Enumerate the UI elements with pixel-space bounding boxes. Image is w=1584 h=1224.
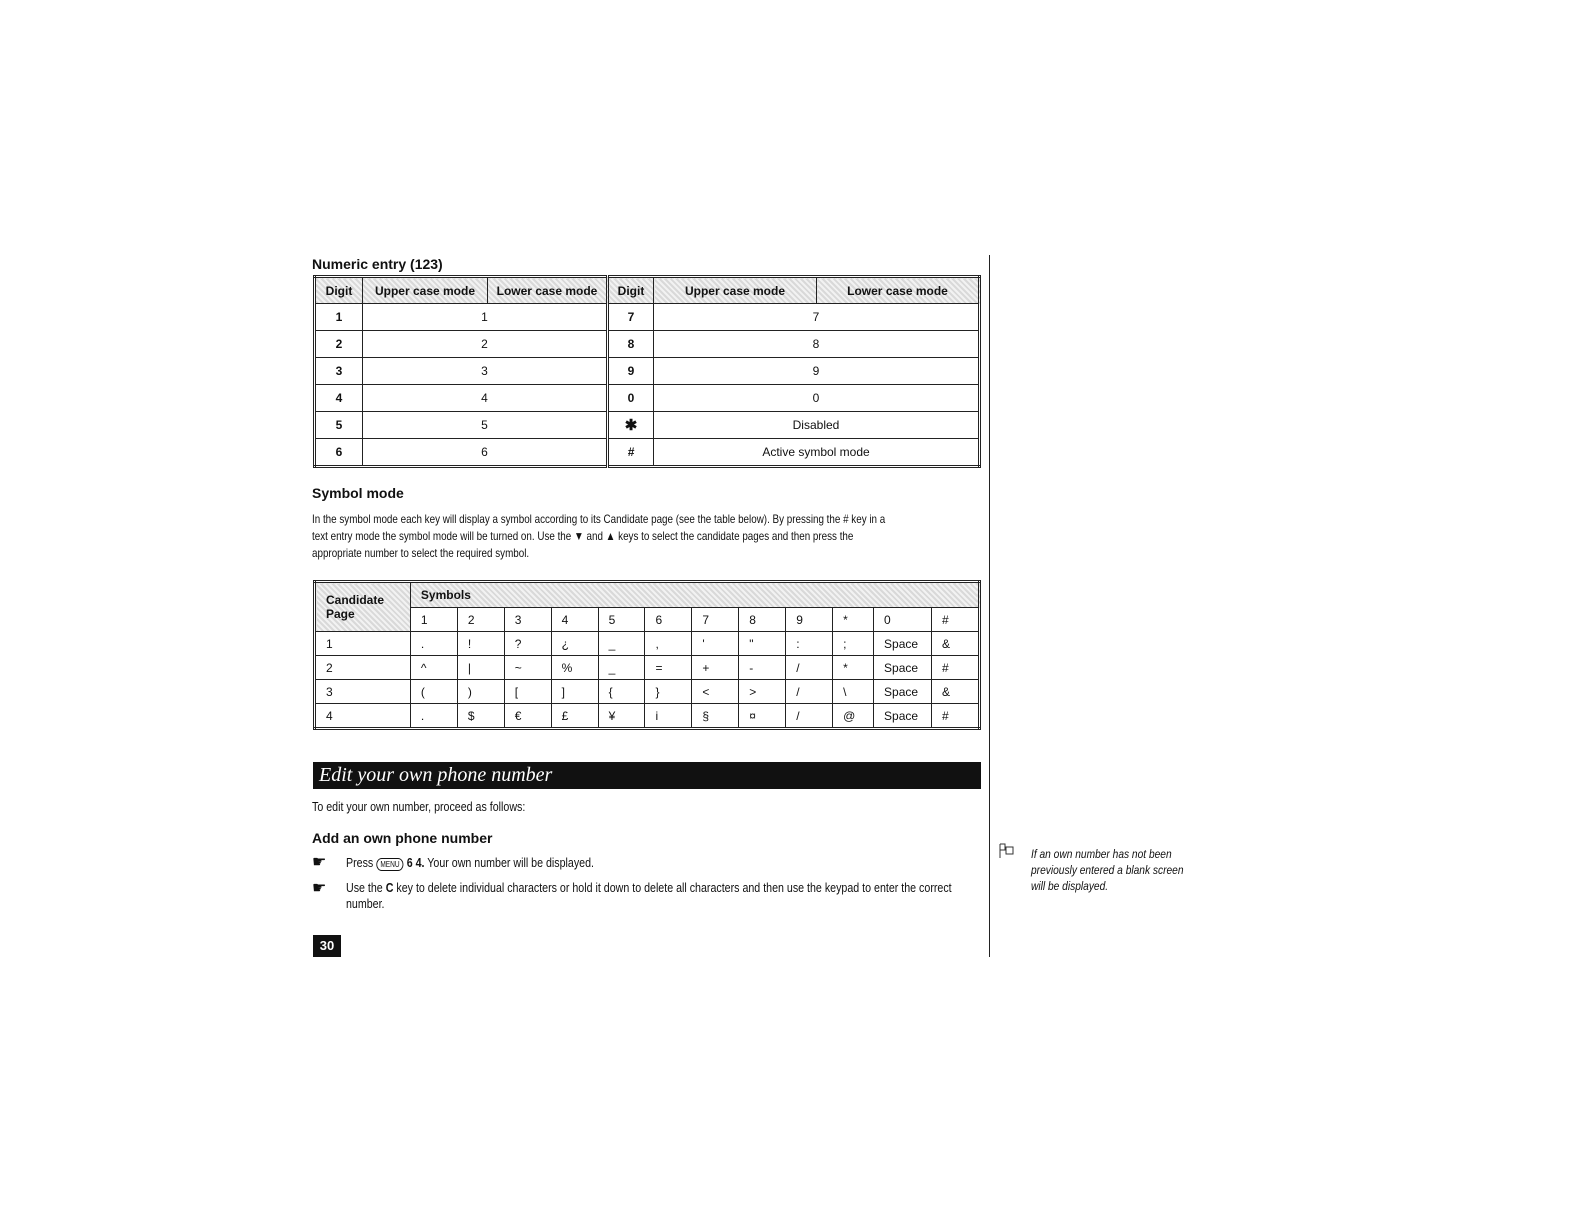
bullet-text: key to delete individual characters or hold it down to delete all characters and then use the keypad to enter the correct bbox=[396, 880, 952, 895]
digit-cell: 6 bbox=[315, 439, 363, 467]
para-text: and bbox=[586, 529, 603, 543]
symbol-mode-paragraph-line3: appropriate number to select the required symbol. bbox=[312, 546, 530, 560]
symbol-cell: / bbox=[786, 656, 833, 680]
key-cell: 7 bbox=[692, 608, 739, 632]
symbol-cell: / bbox=[786, 680, 833, 704]
numeric-entry-title: Numeric entry (123) bbox=[312, 256, 443, 272]
table-row bbox=[315, 331, 980, 358]
value-cell: 3 bbox=[363, 358, 608, 385]
table-row bbox=[315, 680, 980, 704]
symbol-cell: % bbox=[551, 656, 598, 680]
digit-cell: 7 bbox=[608, 304, 654, 331]
header-digit: Digit bbox=[315, 277, 363, 304]
header-lower: Lower case mode bbox=[488, 277, 608, 304]
bullet-text: Use the bbox=[346, 880, 383, 895]
digit-cell: 2 bbox=[315, 331, 363, 358]
bullet-keys: 6 4. bbox=[406, 855, 425, 870]
symbol-cell: § bbox=[692, 704, 739, 729]
symbol-cell: Space bbox=[874, 632, 932, 656]
key-cell: 5 bbox=[598, 608, 645, 632]
pointer-hand-icon: ☛ bbox=[312, 854, 327, 871]
symbol-cell: ¥ bbox=[598, 704, 645, 729]
value-cell: Active symbol mode bbox=[654, 439, 980, 467]
key-cell: 3 bbox=[504, 608, 551, 632]
symbol-cell: _ bbox=[598, 656, 645, 680]
key-cell: # bbox=[931, 608, 979, 632]
key-cell: 9 bbox=[786, 608, 833, 632]
table-row bbox=[315, 439, 980, 467]
note-icon bbox=[998, 842, 1016, 865]
symbol-cell: : bbox=[786, 632, 833, 656]
numeric-entry-header-row bbox=[315, 277, 980, 304]
value-cell: 6 bbox=[363, 439, 608, 467]
bullet-2-line2: number. bbox=[346, 896, 385, 911]
header-upper: Upper case mode bbox=[363, 277, 488, 304]
side-note-line: previously entered a blank screen bbox=[1031, 863, 1184, 877]
key-cell: 6 bbox=[645, 608, 692, 632]
value-cell: 0 bbox=[654, 385, 980, 412]
symbol-cell: ! bbox=[457, 632, 504, 656]
key-cell: 8 bbox=[739, 608, 786, 632]
key-cell: 4 bbox=[551, 608, 598, 632]
page-number: 30 bbox=[313, 935, 341, 957]
symbol-cell: $ bbox=[457, 704, 504, 729]
candidate-page-header: Candidate Page bbox=[315, 582, 411, 632]
star-key-icon: ✱ bbox=[608, 412, 654, 439]
symbol-cell: ~ bbox=[504, 656, 551, 680]
value-cell: Disabled bbox=[654, 412, 980, 439]
symbol-cell: { bbox=[598, 680, 645, 704]
key-cell: 2 bbox=[457, 608, 504, 632]
symbol-cell: ; bbox=[833, 632, 874, 656]
menu-key-icon: MENU bbox=[376, 858, 404, 871]
value-cell: 8 bbox=[654, 331, 980, 358]
value-cell: 7 bbox=[654, 304, 980, 331]
symbol-cell: £ bbox=[551, 704, 598, 729]
page-cell: 1 bbox=[315, 632, 411, 656]
header-digit-2: Digit bbox=[608, 277, 654, 304]
symbol-cell: | bbox=[457, 656, 504, 680]
value-cell: 9 bbox=[654, 358, 980, 385]
pointer-hand-icon: ☛ bbox=[312, 880, 327, 897]
symbol-cell: \ bbox=[833, 680, 874, 704]
symbol-cell: - bbox=[739, 656, 786, 680]
table-row bbox=[315, 632, 980, 656]
symbol-cell: ' bbox=[692, 632, 739, 656]
digit-cell: 5 bbox=[315, 412, 363, 439]
value-cell: 1 bbox=[363, 304, 608, 331]
key-cell: * bbox=[833, 608, 874, 632]
section-banner: Edit your own phone number bbox=[313, 762, 981, 789]
table-row bbox=[315, 304, 980, 331]
key-cell: 1 bbox=[410, 608, 457, 632]
symbol-cell: & bbox=[931, 632, 979, 656]
c-key: C bbox=[385, 880, 394, 895]
symbol-cell: > bbox=[739, 680, 786, 704]
hash-key-icon: # bbox=[608, 439, 654, 467]
symbol-cell: & bbox=[931, 680, 979, 704]
symbol-cell: ^ bbox=[410, 656, 457, 680]
page-cell: 2 bbox=[315, 656, 411, 680]
symbols-header: Symbols bbox=[410, 582, 979, 608]
digit-cell: 9 bbox=[608, 358, 654, 385]
symbol-cell: / bbox=[786, 704, 833, 729]
symbol-cell: [ bbox=[504, 680, 551, 704]
symbol-cell: . bbox=[410, 704, 457, 729]
symbol-cell: ) bbox=[457, 680, 504, 704]
key-cell: 0 bbox=[874, 608, 932, 632]
symbol-cell: . bbox=[410, 632, 457, 656]
add-number-subtitle: Add an own phone number bbox=[312, 830, 493, 846]
symbol-cell: = bbox=[645, 656, 692, 680]
numeric-entry-table bbox=[313, 275, 981, 468]
symbol-cell: Space bbox=[874, 656, 932, 680]
symbol-cell: # bbox=[931, 656, 979, 680]
symbol-cell: i bbox=[645, 704, 692, 729]
symbol-cell: _ bbox=[598, 632, 645, 656]
edit-intro: To edit your own number, proceed as follows: bbox=[312, 799, 526, 814]
symbol-mode-paragraph-line2 bbox=[312, 529, 853, 543]
side-note-line: will be displayed. bbox=[1031, 879, 1109, 893]
table-row bbox=[315, 358, 980, 385]
side-note-line: If an own number has not been bbox=[1031, 847, 1172, 861]
symbol-cell: Space bbox=[874, 680, 932, 704]
symbol-cell: ( bbox=[410, 680, 457, 704]
down-arrow-icon: ▼ bbox=[574, 529, 584, 543]
symbol-cell: @ bbox=[833, 704, 874, 729]
digit-cell: 8 bbox=[608, 331, 654, 358]
symbol-cell: ] bbox=[551, 680, 598, 704]
value-cell: 5 bbox=[363, 412, 608, 439]
side-note bbox=[1031, 846, 1184, 894]
value-cell: 4 bbox=[363, 385, 608, 412]
table-row bbox=[315, 704, 980, 729]
bullet-1 bbox=[346, 855, 594, 871]
symbol-mode-paragraph-line1: In the symbol mode each key will display a symbol according to its Candidate page (see the table below). By pressing the # key in a bbox=[312, 512, 886, 526]
symbol-cell: € bbox=[504, 704, 551, 729]
symbol-cell: " bbox=[739, 632, 786, 656]
bullet-text: Your own number will be displayed. bbox=[427, 855, 594, 870]
page-cell: 3 bbox=[315, 680, 411, 704]
header-upper-2: Upper case mode bbox=[654, 277, 817, 304]
bullet-2-line1 bbox=[346, 880, 952, 895]
symbol-cell: ¤ bbox=[739, 704, 786, 729]
symbol-cell: < bbox=[692, 680, 739, 704]
digit-cell: 3 bbox=[315, 358, 363, 385]
digit-cell: 0 bbox=[608, 385, 654, 412]
symbol-cell: # bbox=[931, 704, 979, 729]
page-cell: 4 bbox=[315, 704, 411, 729]
symbol-cell: + bbox=[692, 656, 739, 680]
column-divider bbox=[989, 255, 990, 957]
up-arrow-icon: ▲ bbox=[605, 529, 616, 543]
symbol-cell: ¿ bbox=[551, 632, 598, 656]
symbol-cell: * bbox=[833, 656, 874, 680]
para-text: text entry mode the symbol mode will be turned on. Use the bbox=[312, 529, 572, 543]
symbols-table bbox=[313, 580, 981, 730]
table-row bbox=[315, 656, 980, 680]
symbol-cell: } bbox=[645, 680, 692, 704]
para-text: keys to select the candidate pages and then press the bbox=[618, 529, 854, 543]
symbol-mode-title: Symbol mode bbox=[312, 485, 404, 501]
symbol-cell: , bbox=[645, 632, 692, 656]
header-lower-2: Lower case mode bbox=[817, 277, 980, 304]
bullet-text: Press bbox=[346, 855, 374, 870]
value-cell: 2 bbox=[363, 331, 608, 358]
table-row bbox=[315, 412, 980, 439]
symbol-cell: ? bbox=[504, 632, 551, 656]
digit-cell: 4 bbox=[315, 385, 363, 412]
symbols-key-row bbox=[315, 608, 980, 632]
digit-cell: 1 bbox=[315, 304, 363, 331]
symbol-cell: Space bbox=[874, 704, 932, 729]
table-row bbox=[315, 385, 980, 412]
